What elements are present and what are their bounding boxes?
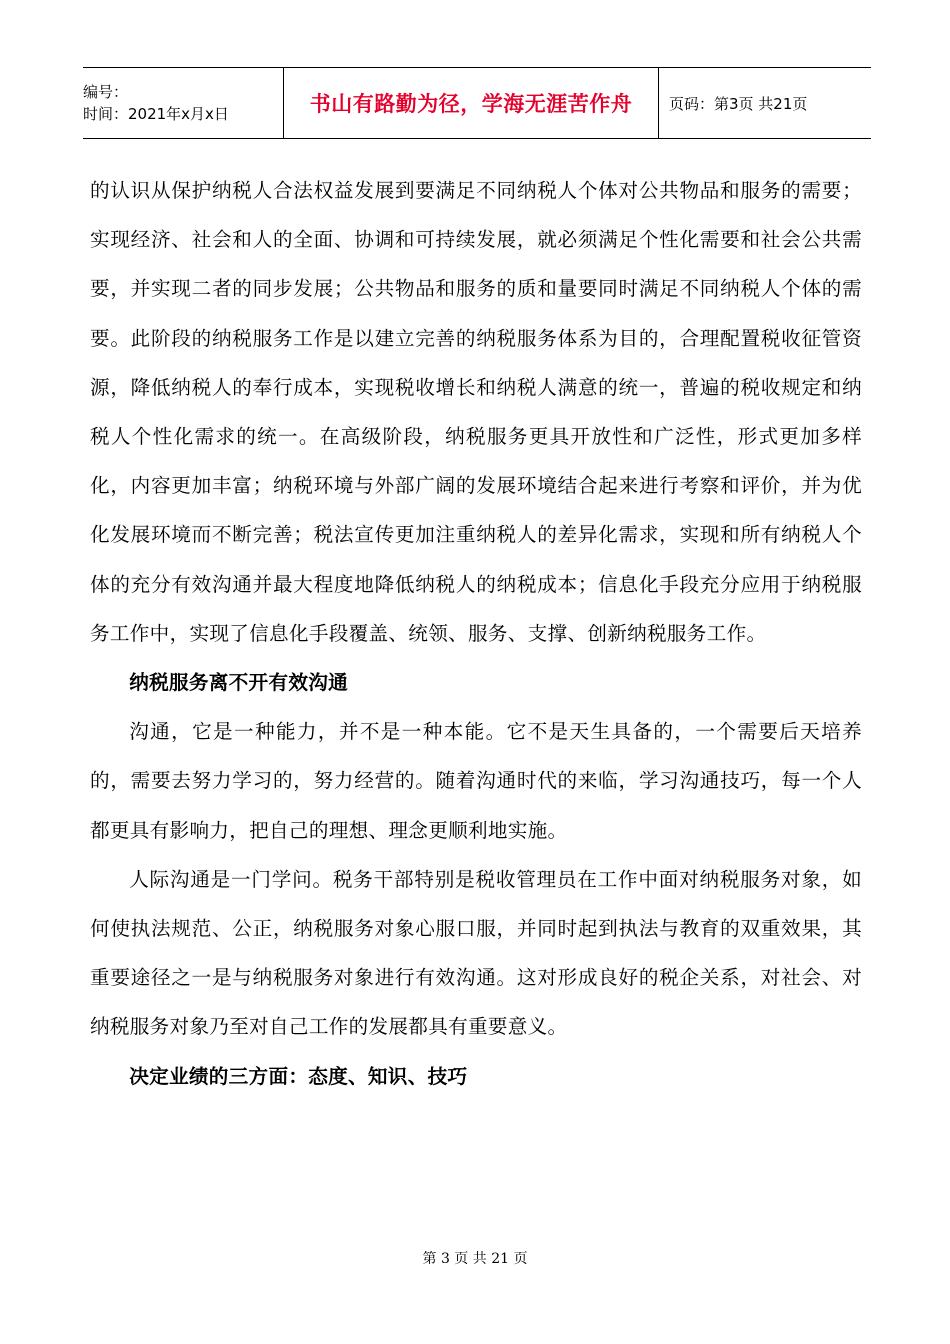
section-heading: 纳税服务离不开有效沟通 [129, 671, 349, 695]
body-paragraph: 的认识从保护纳税人合法权益发展到要满足不同纳税人个体对公共物品和服务的需要；实现经济、社会和人的全面、协调和可持续发展，就必须满足个性化需要和社会公共需要，并实现二者的同步发展；公共物品和服务的质和量要同时满足不同纳税人个体的需要。此阶段的纳税服务工作是以建立完善的纳税服务体系为目的，合理配置税收征管资源，降低纳税人的奉行成本，实现税收增长和纳税人满意的统一，普遍的税收规定和纳税人个性化需求的统一。在高级阶段，纳税服务更具开放性和广泛性，形式更加多样化，内容更加丰富；纳税环境与外部广阔的发展环境结合起来进行考察和评价，并为优化发展环境而不断完善；税法宣传更加注重纳税人的差异化需求，实现和所有纳税人个体的充分有效沟通并最大程度地降低纳税人的纳税成本；信息化手段充分应用于纳税服务工作中，实现了信息化手段覆盖、统领、服务、支撑、创新纳税服务工作。 [90, 179, 862, 645]
section-heading: 决定业绩的三方面：态度、知识、技巧 [129, 1064, 468, 1088]
header-page-number: 页码：第3页 共21页 [669, 94, 808, 113]
body-paragraph: 沟通，它是一种能力，并不是一种本能。它不是天生具备的，一个需要后天培养的，需要去努力学习的，努力经营的。随着沟通时代的来临，学习沟通技巧，每一个人都更具有影响力，把自己的理想、理念更顺利地实施。 [90, 720, 862, 842]
header-meta [83, 68, 283, 138]
header-page-cell [659, 68, 871, 138]
document-time-label: 时间：2021年x月x日 [83, 105, 229, 123]
header-motto: 书山有路勤为径，学海无涯苦作舟 [309, 92, 633, 116]
body-paragraph: 人际沟通是一门学问。税务干部特别是税收管理员在工作中面对纳税服务对象，如何使执法规范、公正，纳税服务对象心服口服，并同时起到执法与教育的双重效果，其重要途径之一是与纳税服务对象进行有效沟通。这对形成良好的税企关系，对社会、对纳税服务对象乃至对自己工作的发展都具有重要意义。 [90, 867, 862, 1039]
page-header [83, 67, 871, 139]
footer-page-number: 第 3 页 共 21 页 [422, 1251, 528, 1267]
document-body [90, 166, 862, 1101]
page-footer [0, 1248, 950, 1268]
document-number-label: 编号： [83, 83, 129, 101]
header-motto-cell [283, 68, 659, 138]
